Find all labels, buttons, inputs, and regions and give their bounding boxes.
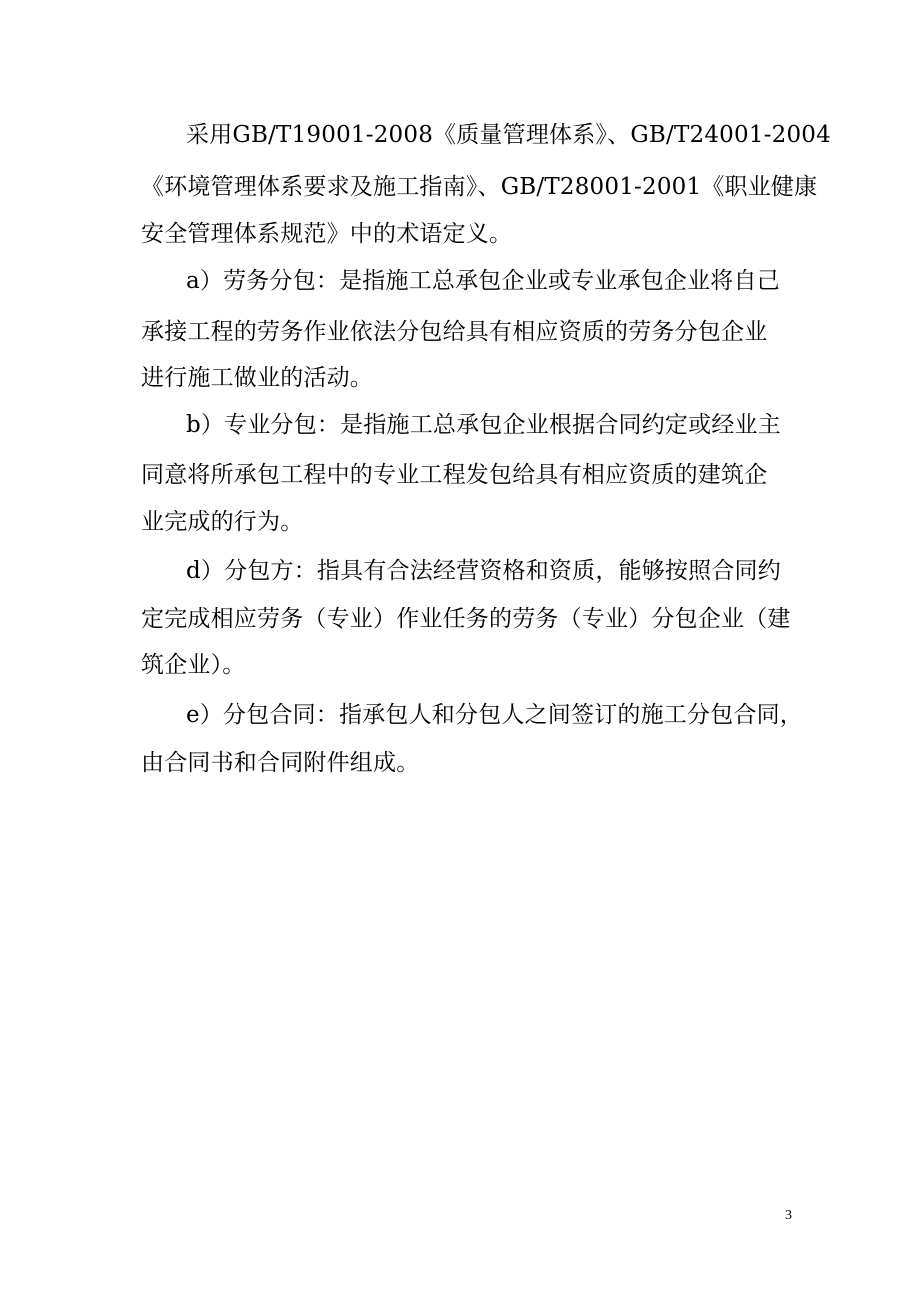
definition-d-line-3: 筑企业）。 bbox=[141, 652, 246, 678]
definition-a-line-1: a）劳务分包：是指施工总承包企业或专业承包企业将自己 bbox=[186, 268, 780, 294]
paragraph-intro-line-1: 采用GB/T19001-2008《质量管理体系》、GB/T24001-2004 bbox=[186, 122, 831, 148]
paragraph-intro-line-3: 安全管理体系规范》中的术语定义。 bbox=[141, 221, 513, 247]
definition-e-line-2: 由合同书和合同附件组成。 bbox=[141, 750, 420, 776]
definition-d-line-2: 定完成相应劳务（专业）作业任务的劳务（专业）分包企业（建 bbox=[141, 606, 791, 632]
definition-e-line-1: e）分包合同：指承包人和分包人之间签订的施工分包合同， bbox=[186, 702, 804, 728]
paragraph-intro-line-2: 《环境管理体系要求及施工指南》、GB/T28001-2001《职业健康 bbox=[141, 174, 818, 200]
definition-b-line-1: b）专业分包：是指施工总承包企业根据合同约定或经业主 bbox=[186, 412, 781, 438]
definition-b-line-3: 业完成的行为。 bbox=[141, 509, 304, 535]
page-number: 3 bbox=[785, 1208, 792, 1223]
definition-a-line-2: 承接工程的劳务作业依法分包给具有相应资质的劳务分包企业 bbox=[141, 319, 768, 345]
definition-b-line-2: 同意将所承包工程中的专业工程发包给具有相应资质的建筑企 bbox=[141, 462, 768, 488]
definition-a-line-3: 进行施工做业的活动。 bbox=[141, 365, 373, 391]
definition-d-line-1: d）分包方：指具有合法经营资格和资质，能够按照合同约 bbox=[186, 558, 781, 584]
